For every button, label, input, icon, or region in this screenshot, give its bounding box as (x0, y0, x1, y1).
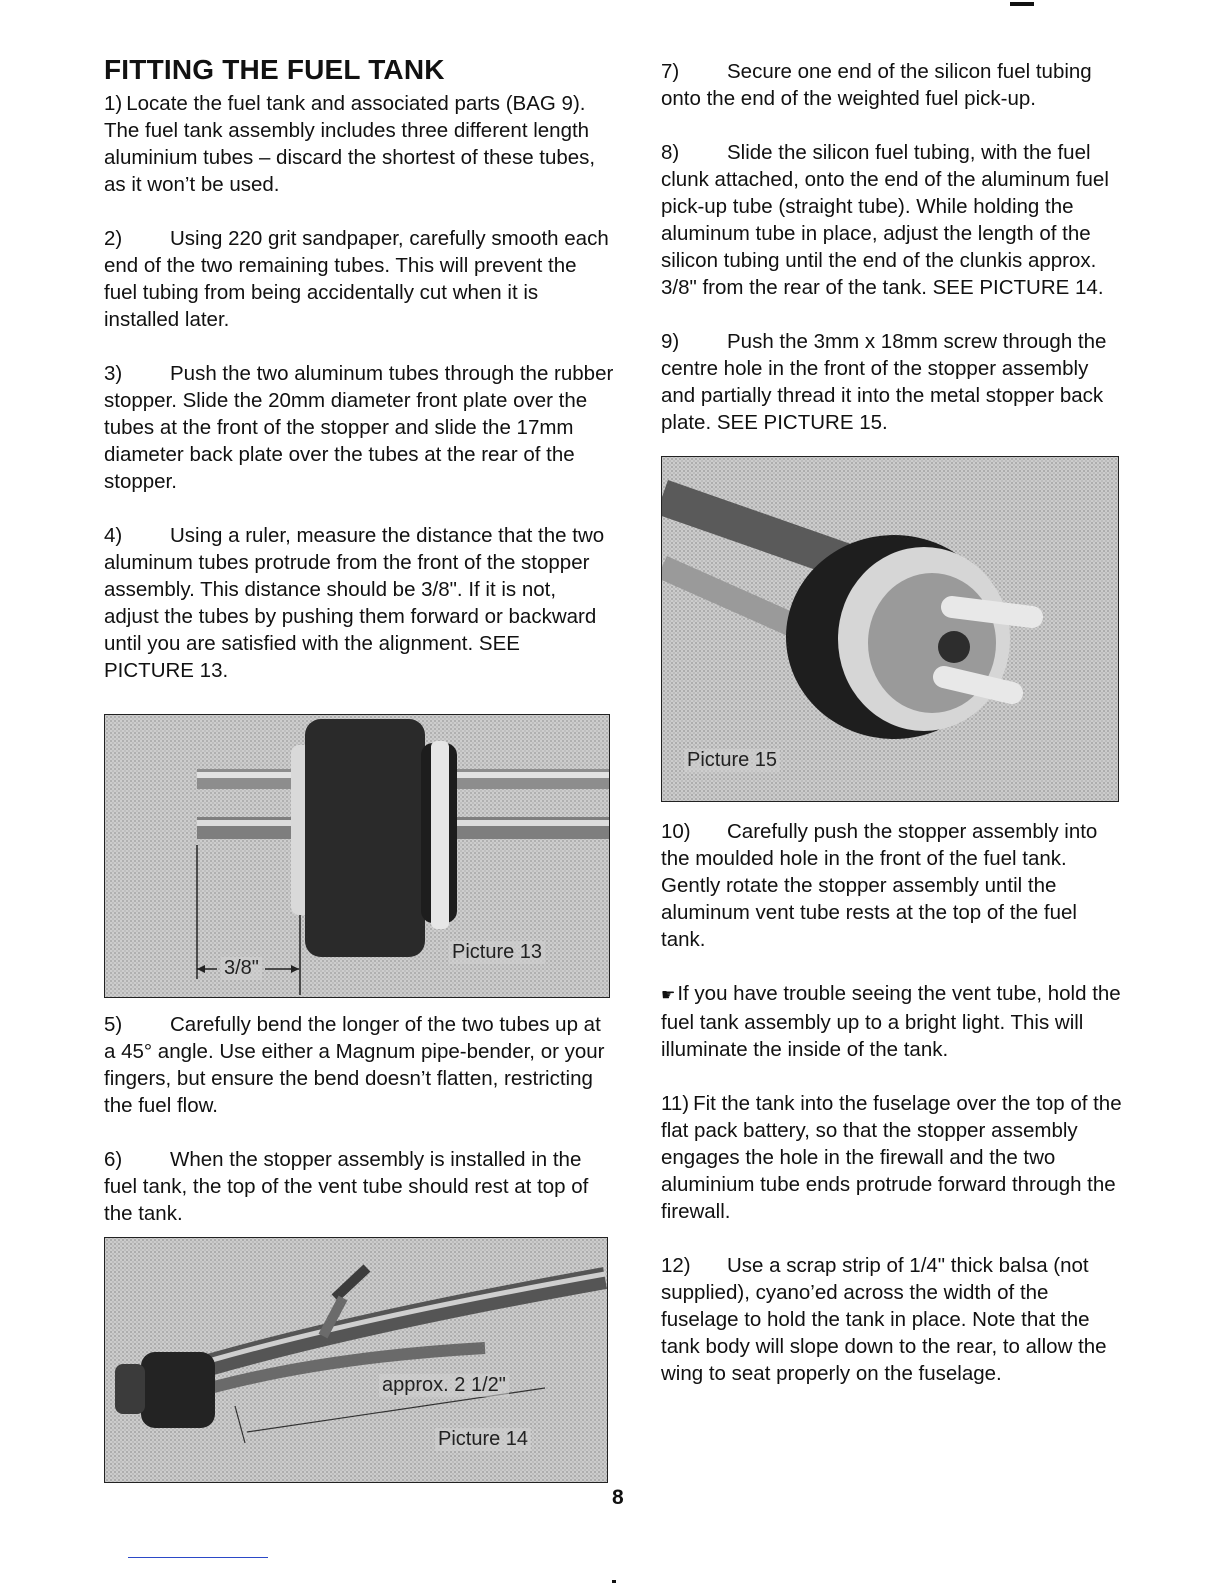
figure-caption: Picture 14 (435, 1428, 531, 1451)
step-number: 12) (661, 1254, 691, 1277)
step-text: Using a ruler, measure the distance that the two aluminum tubes protrude from the front of the stopper assembly. This distance should be 3/8". If it is not, adjust the tubes by pushing them forward or backward until you are satisfied with the alignment. SEE PICTURE 13. (104, 524, 605, 682)
dimension-label: 3/8" (221, 957, 262, 980)
step-7 (661, 58, 1123, 112)
step-number: 5) (104, 1013, 123, 1036)
step-number: 4) (104, 524, 123, 547)
step-5 (104, 1011, 614, 1119)
step-4 (104, 522, 614, 684)
note (661, 980, 1123, 1063)
left-column (104, 54, 614, 1483)
page-title: FITTING THE FUEL TANK (104, 54, 445, 85)
step-number: 3) (104, 362, 123, 385)
page-number: 8 (612, 1486, 624, 1509)
picture-15 (661, 456, 1119, 802)
step-number: 8) (661, 141, 680, 164)
picture-14 (104, 1237, 608, 1483)
step-1 (104, 90, 614, 198)
step-9 (661, 328, 1123, 436)
fuel-line-photo (105, 1238, 607, 1482)
step-6 (104, 1146, 614, 1227)
step-text: Using 220 grit sandpaper, carefully smooth each end of the two remaining tubes. This will prevent the fuel tubing from being accidentally cut when it is installed later. (104, 227, 609, 331)
dimension-label: approx. 2 1/2" (379, 1374, 509, 1397)
figure-caption: Picture 13 (449, 941, 545, 964)
step-number: 7) (661, 60, 680, 83)
note-text: If you have trouble seeing the vent tube, hold the fuel tank assembly up to a bright light. This will illuminate the inside of the tank. (661, 982, 1121, 1061)
step-text: Push the 3mm x 18mm screw through the centre hole in the front of the stopper assembly and partially thread it into the metal stopper back plate. SEE PICTURE 15. (661, 330, 1107, 434)
step-text: Secure one end of the silicon fuel tubing onto the end of the weighted fuel pick-up. (661, 60, 1092, 110)
step-2 (104, 225, 614, 333)
step-number: 6) (104, 1148, 123, 1171)
step-number: 9) (661, 330, 680, 353)
step-text: Locate the fuel tank and associated parts (BAG 9). The fuel tank assembly includes three different length aluminium tubes – discard the shortest of these tubes, as it won’t be used. (104, 92, 596, 196)
step-number: 11) (661, 1092, 690, 1115)
picture-13 (104, 714, 610, 998)
scan-artifact (1010, 2, 1034, 6)
step-text: Push the two aluminum tubes through the rubber stopper. Slide the 20mm diameter front plate over the tubes at the front of the stopper and slide the 17mm diameter back plate over the tubes at the rear of the stopper. (104, 362, 614, 493)
step-8 (661, 139, 1123, 301)
step-text: Carefully bend the longer of the two tubes up at a 45° angle. Use either a Magnum pipe-bender, or your fingers, but ensure the bend doesn’t flatten, restricting the fuel flow. (104, 1013, 605, 1117)
scan-artifact (612, 1580, 616, 1583)
step-3 (104, 360, 614, 495)
step-text: Fit the tank into the fuselage over the top of the flat pack battery, so that the stopper assembly engages the hole in the firewall and the two aluminium tube ends protrude forward through the firewall. (661, 1092, 1122, 1223)
step-number: 10) (661, 820, 691, 843)
pointing-hand-icon: ☛ (661, 987, 676, 1004)
step-10 (661, 818, 1123, 953)
step-number: 2) (104, 227, 123, 250)
step-12 (661, 1252, 1123, 1387)
step-text: Carefully push the stopper assembly into the moulded hole in the front of the fuel tank. Gently rotate the stopper assembly until the aluminum vent tube rests at the top of the fuel tank. (661, 820, 1098, 951)
step-text: Use a scrap strip of 1/4" thick balsa (not supplied), cyano’ed across the width of the fuselage to hold the tank in place. Note that the tank body will slope down to the rear, to allow the wing to seat properly on the fuselage. (661, 1254, 1107, 1385)
step-text: Slide the silicon fuel tubing, with the fuel clunk attached, onto the end of the aluminum fuel pick-up tube (straight tube). While holding the aluminum tube in place, adjust the length of the silicon tubing until the end of the clunkis approx. 3/8" from the rear of the tank. SEE PICTURE 14. (661, 141, 1109, 299)
step-text: When the stopper assembly is installed in the fuel tank, the top of the vent tube should rest at top of the tank. (104, 1148, 589, 1225)
figure-caption: Picture 15 (684, 749, 780, 772)
footer-rule (128, 1557, 268, 1558)
step-number: 1) (104, 92, 123, 115)
step-11 (661, 1090, 1123, 1225)
right-column (661, 58, 1123, 1387)
